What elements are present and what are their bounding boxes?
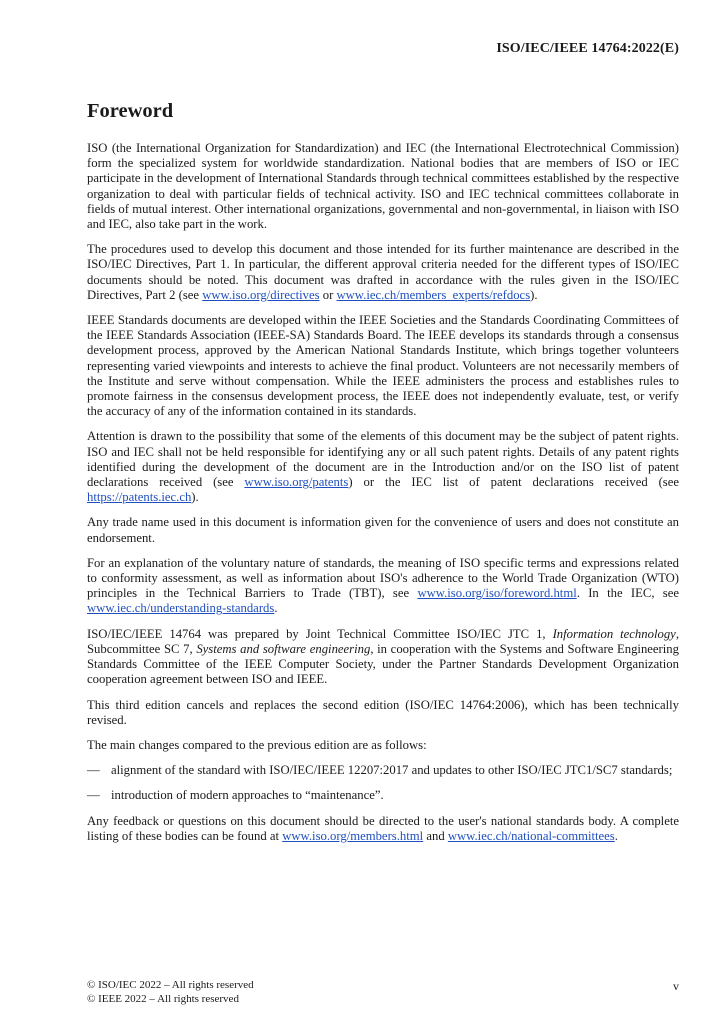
paragraph-text: ) or the IEC list of patent declarations received (see <box>348 475 680 490</box>
link-iec-national-committees[interactable]: www.iec.ch/national-committees <box>447 828 615 843</box>
list-item <box>87 788 679 803</box>
link-iec-refdocs[interactable]: www.iec.ch/members_experts/refdocs <box>336 287 531 302</box>
paragraph-text: or <box>319 287 337 302</box>
link-iso-directives[interactable]: www.iso.org/directives <box>202 287 320 302</box>
paragraph-ieee: IEEE Standards documents are developed within the IEEE Societies and the Standards Coordinating Committees of the IEEE Standards Association (IEEE-SA) Standards Board. The IEEE develops its standards through a consensus development process, approved by the American National Standards Institute, which brings together volunteers representing varied viewpoints and interests to achieve the final product. Volunteers are not necessarily members of the Institute and serve without compensation. While the IEEE administers the process and establishes rules to promote fairness in the consensus development process, the IEEE does not independently evaluate, test, or verify the accuracy of any of the information contained in its standards. <box>87 313 679 419</box>
paragraph-procedures <box>87 242 679 303</box>
dash-bullet: — <box>87 763 100 778</box>
paragraph-text: Attention is drawn to the possibility that some of the elements of this document may be the subject of patent rights. ISO and IEC shall not be held responsible for identifying any or all such patent rights. Details of any patent rights identified during the development of the document are in the Introduction and/or on the ISO list of patent declarations received (see <box>87 429 679 490</box>
dash-bullet: — <box>87 788 100 803</box>
copyright-ieee: © IEEE 2022 – All rights reserved <box>87 992 239 1005</box>
paragraph-voluntary-nature <box>87 556 679 617</box>
paragraph-text: . <box>614 828 618 843</box>
paragraph-text: , in cooperation with the Systems and Software Engineering Standards Committee of the IEEE Computer Society, under the Partner Standards Development Organization cooperation agreement between ISO and IEEE. <box>87 641 679 687</box>
link-iec-understanding-standards[interactable]: www.iec.ch/understanding-standards <box>87 601 275 616</box>
subcommittee-name: Systems and software engineering <box>196 641 371 656</box>
paragraph-text: . <box>274 601 278 616</box>
paragraph-iso-iec: ISO (the International Organization for Standardization) and IEC (the International Electrotechnical Commission) form the specialized system for worldwide standardization. National bodies that are members of ISO or IEC participate in the development of International Standards through technical committees established by the respective organization to deal with particular fields of technical activity. ISO and IEC technical committees collaborate in fields of mutual interest. Other international organizations, governmental and non-governmental, in liaison with ISO and IEC, also take part in the work. <box>87 141 679 232</box>
page-title: Foreword <box>87 100 174 122</box>
paragraph-text: , Subcommittee SC 7, <box>87 626 679 656</box>
paragraph-text: ISO/IEC/IEEE 14764 was prepared by Joint Technical Committee ISO/IEC JTC 1, <box>87 626 553 641</box>
copyright-footer <box>87 979 254 1006</box>
list-item-text: alignment of the standard with ISO/IEC/IEEE 12207:2017 and updates to other ISO/IEC JTC1/SC7 standards; <box>111 763 673 778</box>
list-item-text: introduction of modern approaches to “maintenance”. <box>111 788 384 803</box>
document-id-header: ISO/IEC/IEEE 14764:2022(E) <box>496 41 679 56</box>
paragraph-text: For an explanation of the voluntary nature of standards, the meaning of ISO specific terms and expressions related to conformity assessment, as well as information about ISO's adherence to the World Trade Organization (WTO) principles in the Technical Barriers to Trade (TBT), see <box>87 555 679 601</box>
foreword-body <box>87 141 679 854</box>
link-iso-members[interactable]: www.iso.org/members.html <box>282 828 424 843</box>
link-iso-foreword[interactable]: www.iso.org/iso/foreword.html <box>417 586 577 601</box>
committee-name: Information technology <box>552 626 676 641</box>
page-number: v <box>673 979 679 993</box>
paragraph-prepared-by <box>87 627 679 688</box>
paragraph-text: Any feedback or questions on this document should be directed to the user's national standards body. A complete listing of these bodies can be found at <box>87 813 679 843</box>
paragraph-text: The procedures used to develop this document and those intended for its further maintenance are described in the ISO/IEC Directives, Part 1. In particular, the different approval criteria needed for the different types of ISO/IEC documents should be noted. This document was drafted in accordance with the rules given in the ISO/IEC Directives, Part 2 (see <box>87 242 679 302</box>
list-item <box>87 763 679 778</box>
paragraph-trade-name: Any trade name used in this document is information given for the convenience of users and does not constitute an endorsement. <box>87 515 679 545</box>
link-iec-patents[interactable]: https://patents.iec.ch <box>87 490 192 505</box>
paragraph-edition: This third edition cancels and replaces the second edition (ISO/IEC 14764:2006), which has been technically revised. <box>87 697 679 727</box>
paragraph-text: and <box>423 828 448 843</box>
paragraph-text: ). <box>191 490 199 505</box>
copyright-iso-iec: © ISO/IEC 2022 – All rights reserved <box>87 979 254 991</box>
link-iso-patents[interactable]: www.iso.org/patents <box>244 475 349 490</box>
paragraph-text: . In the IEC, see <box>576 586 679 601</box>
paragraph-main-changes: The main changes compared to the previous edition are as follows: <box>87 737 427 752</box>
paragraph-feedback <box>87 814 679 844</box>
paragraph-text: ). <box>530 287 538 302</box>
paragraph-patents <box>87 429 679 505</box>
